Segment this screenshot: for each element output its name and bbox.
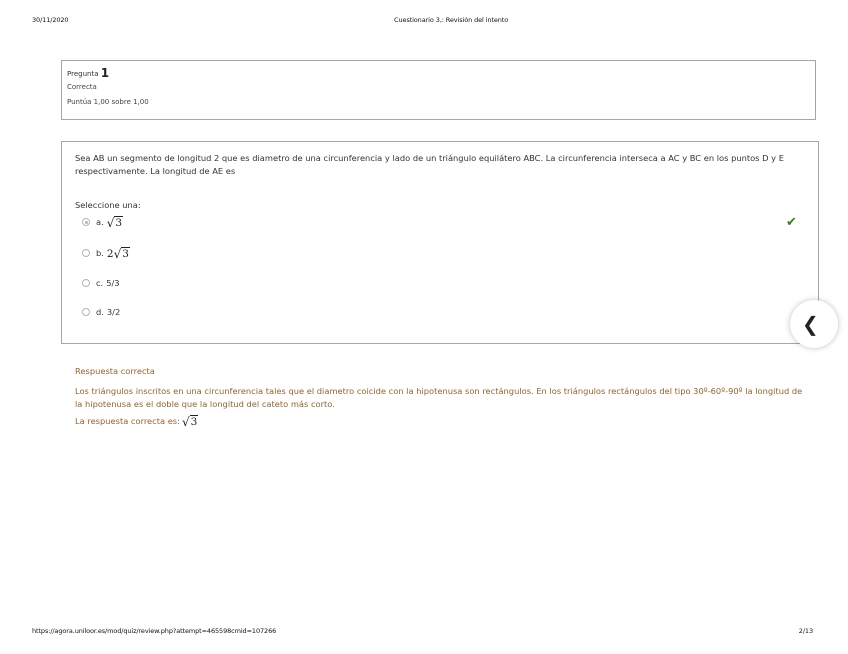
option-radicand: 3 bbox=[122, 247, 129, 260]
chevron-left-icon: ❮ bbox=[802, 312, 819, 336]
feedback-explanation: Los triángulos inscritos en una circunferencia tales que el diametro coicide con la hipotenusa son rectángulos. En los triángulos rectángulos del tipo 30º-60º-90º la longitud de la hipotenusa es el doble que la longitud del cateto más corto. bbox=[75, 386, 803, 409]
print-date: 30/11/2020 bbox=[32, 16, 69, 24]
print-url: https://agora.uniloor.es/mod/quiz/review.php?attempt=465598cmid=107266 bbox=[32, 627, 277, 635]
answer-option-b[interactable] bbox=[82, 243, 130, 263]
option-label: b. bbox=[96, 248, 104, 258]
feedback-box bbox=[75, 365, 810, 428]
option-text: 3/2 bbox=[106, 307, 121, 317]
correct-answer-prefix: La respuesta correcta es: bbox=[75, 416, 180, 426]
question-number bbox=[67, 67, 810, 80]
drawer-toggle-button[interactable] bbox=[790, 300, 838, 348]
answer-option-a[interactable] bbox=[82, 212, 123, 232]
sqrt-expression bbox=[107, 216, 123, 229]
question-state: Correcta bbox=[67, 83, 97, 91]
question-info-box bbox=[61, 60, 816, 120]
correct-answer bbox=[75, 415, 810, 428]
question-number-value: 1 bbox=[100, 66, 110, 80]
answer-option-c[interactable] bbox=[82, 273, 120, 293]
answer-radicand: 3 bbox=[190, 416, 198, 428]
option-label: a. bbox=[96, 217, 104, 227]
radio-a[interactable] bbox=[82, 218, 90, 226]
option-coef: 2 bbox=[106, 247, 114, 260]
sqrt-expression bbox=[107, 247, 130, 260]
question-grade: Puntúa 1,00 sobre 1,00 bbox=[67, 98, 149, 106]
option-radicand: 3 bbox=[115, 216, 123, 229]
radical-sign-icon: √ bbox=[106, 215, 115, 230]
check-icon: ✔ bbox=[786, 215, 797, 230]
option-label: c. bbox=[96, 278, 104, 288]
answer-prompt: Seleccione una: bbox=[75, 200, 141, 210]
option-label: d. bbox=[96, 307, 104, 317]
sqrt-expression bbox=[182, 415, 198, 428]
radical-sign-icon: √ bbox=[113, 246, 122, 261]
page-number: 2/13 bbox=[798, 627, 813, 635]
question-label: Pregunta bbox=[67, 70, 99, 78]
answer-option-d[interactable] bbox=[82, 302, 120, 322]
radio-d[interactable] bbox=[82, 308, 90, 316]
print-title: Cuestionario 3,: Revisión del intento bbox=[394, 16, 509, 24]
feedback-title: Respuesta correcta bbox=[75, 366, 155, 376]
option-text: 5/3 bbox=[106, 278, 120, 288]
radical-sign-icon: √ bbox=[181, 415, 190, 429]
question-text: Sea AB un segmento de longitud 2 que es diametro de una circunferencia y lado de un triángulo equilátero ABC. La circunferencia interseca a AC y BC en los puntos D y E respectivamente. La longitud de AE es bbox=[75, 153, 784, 176]
radio-c[interactable] bbox=[82, 279, 90, 287]
radio-b[interactable] bbox=[82, 249, 90, 257]
question-content bbox=[61, 141, 819, 344]
